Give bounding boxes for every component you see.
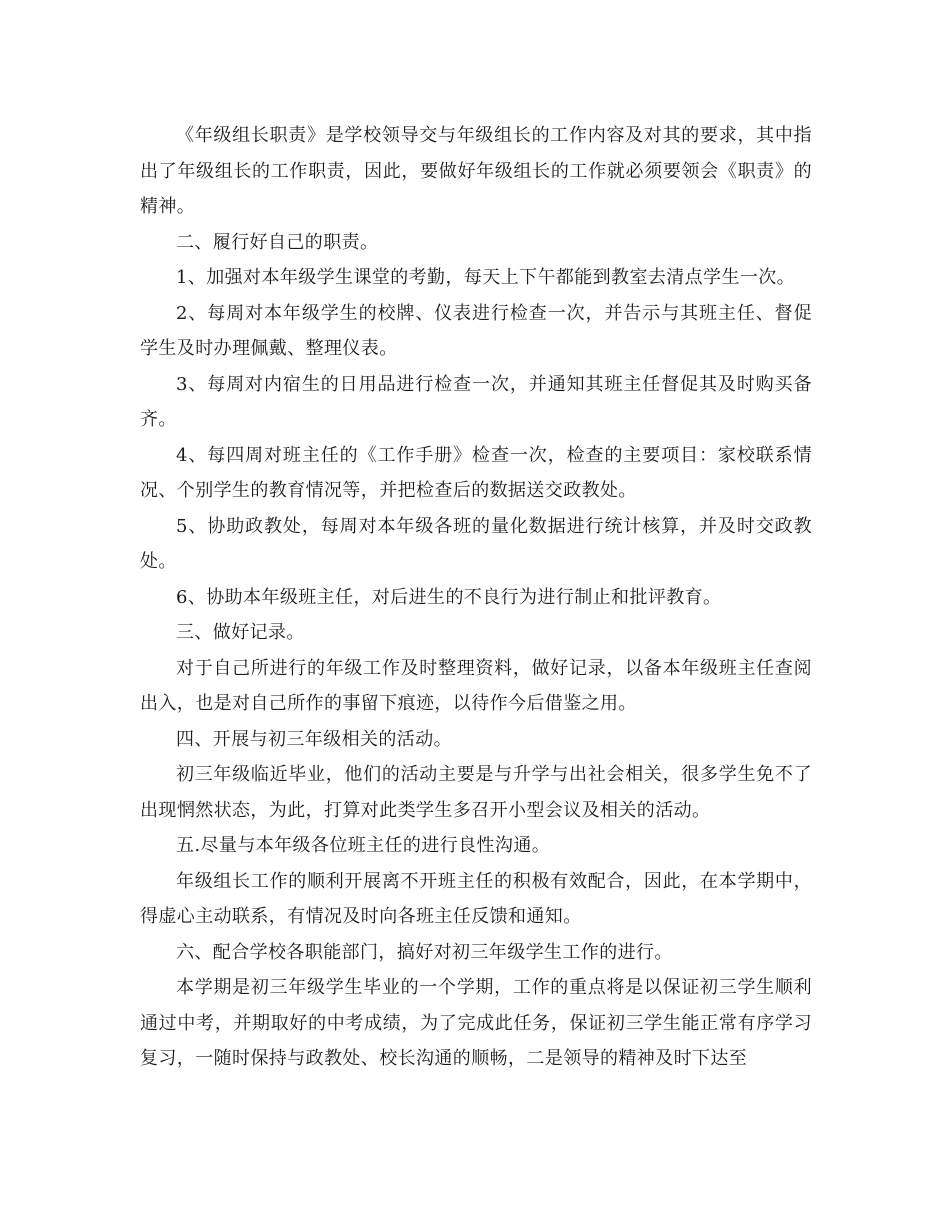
section-heading-2: 二、履行好自己的职责。 — [176, 231, 379, 253]
paragraph-activities: 初三年级临近毕业，他们的活动主要是与升学与出社会相关，很多学生免不了出现惘然状态，为此，打算对此类学生多召开小型会议及相关的活动。 — [140, 764, 812, 821]
section-heading-5: 五.尽量与本年级各位班主任的进行良性沟通。 — [176, 835, 551, 856]
list-item-2: 2、每周对本年级学生的校牌、仪表进行检查一次，并告示与其班主任、督促学生及时办理佩戴、整理仪表。 — [140, 302, 812, 359]
section-heading-3: 三、做好记录。 — [176, 622, 305, 643]
list-item-1: 1、加强对本年级学生课堂的考勤，每天上下午都能到教室去清点学生一次。 — [176, 267, 796, 288]
list-item-3: 3、每周对内宿生的日用品进行检查一次，并通知其班主任督促其及时购买备齐。 — [140, 373, 812, 430]
list-item-5: 5、协助政教处，每周对本年级各班的量化数据进行统计核算，并及时交政教处。 — [140, 515, 812, 572]
section-heading-4: 四、开展与初三年级相关的活动。 — [176, 728, 452, 750]
paragraph-semester: 本学期是初三年级学生毕业的一个学期，工作的重点将是以保证初三学生顺利通过中考，并期取好的中考成绩，为了完成此任务，保证初三学生能正常有序学习复习，一随时保持与政教处、校长沟通的顺畅，二是领导的精神及时下达至 — [140, 977, 812, 1069]
paragraph-communication: 年级组长工作的顺利开展离不开班主任的积极有效配合，因此，在本学期中，得虚心主动联系，有情况及时向各班主任反馈和通知。 — [140, 870, 812, 927]
section-heading-6: 六、配合学校各职能部门，搞好对初三年级学生工作的进行。 — [176, 941, 673, 963]
list-item-6: 6、协助本年级班主任，对后进生的不良行为进行制止和批评教育。 — [176, 586, 722, 608]
paragraph-intro: 《年级组长职责》是学校领导交与年级组长的工作内容及对其的要求，其中指出了年级组长的工作职责，因此，要做好年级组长的工作就必须要领会《职责》的精神。 — [140, 125, 812, 217]
paragraph-records: 对于自己所进行的年级工作及时整理资料，做好记录，以备本年级班主任查阅出入，也是对自己所作的事留下痕迹，以待作今后借鉴之用。 — [140, 657, 812, 714]
list-item-4: 4、每四周对班主任的《工作手册》检查一次，检查的主要项目：家校联系情况、个别学生的教育情况等，并把检查后的数据送交政教处。 — [140, 444, 812, 501]
document-body — [140, 118, 812, 1077]
